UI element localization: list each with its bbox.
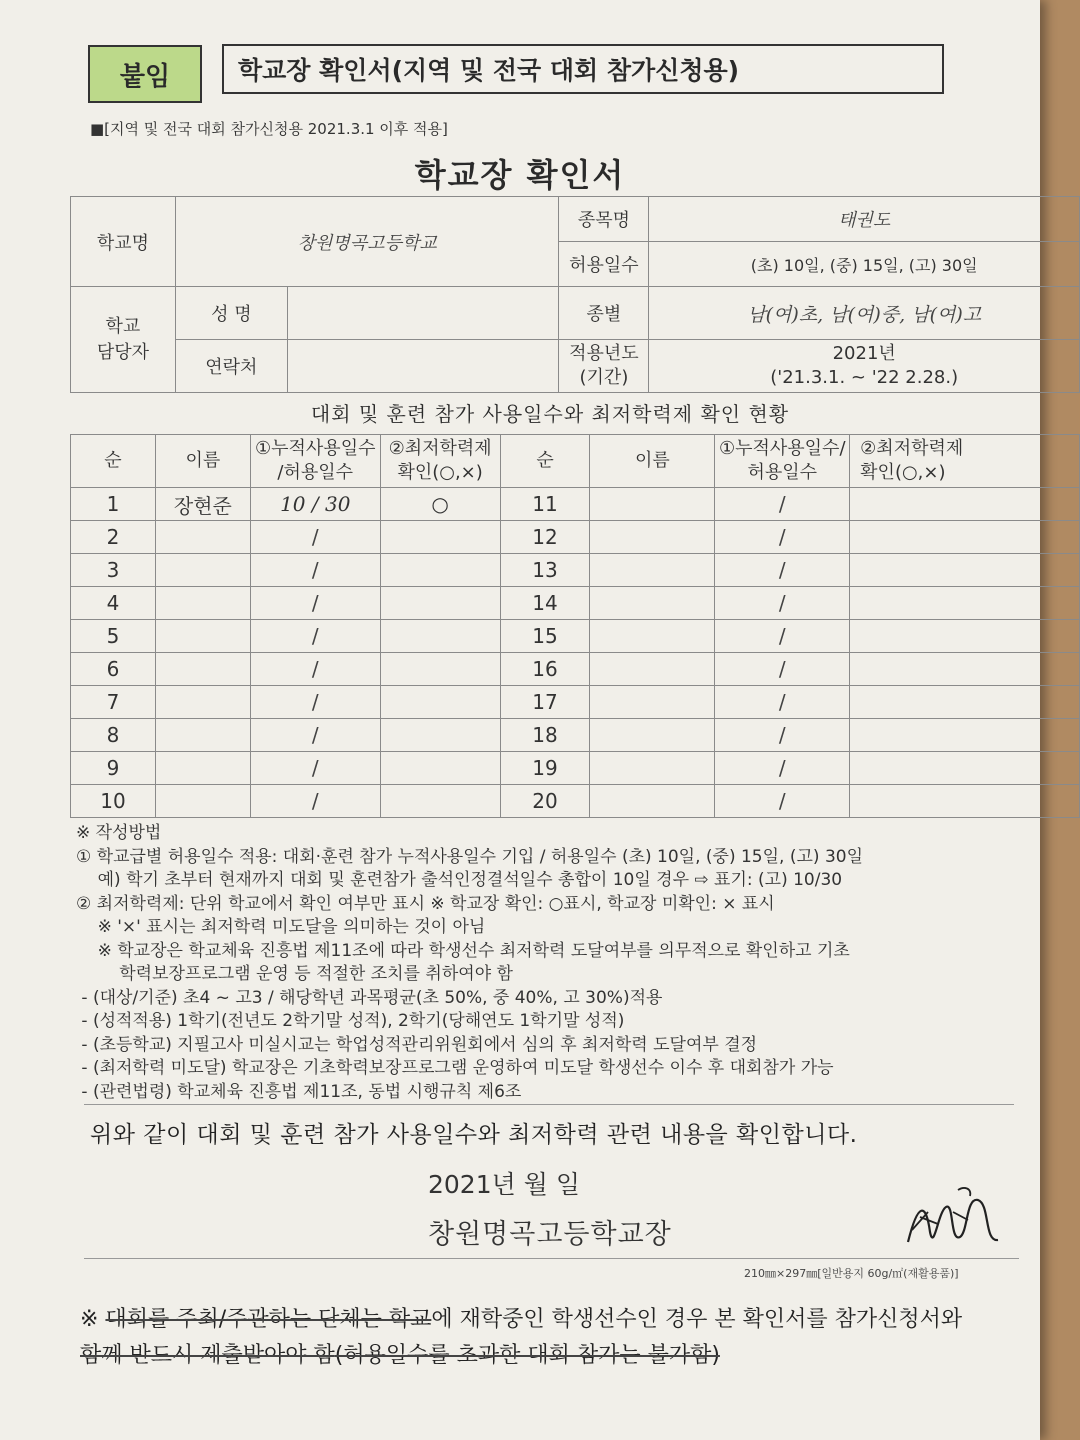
instruction-line: - (초등학교) 지필고사 미실시교는 학업성적관리위원회에서 심의 후 최저학력 도달여부 결정 <box>76 1034 758 1055</box>
min-academic-check <box>380 752 500 785</box>
section-title: 대회 및 훈련 참가 사용일수와 최저학력제 확인 현황 <box>310 402 790 426</box>
min-academic-check <box>850 785 1080 818</box>
school-name-value: 창원명곡고등학교 <box>175 197 559 287</box>
confirmation-statement: 위와 같이 대회 및 훈련 참가 사용일수와 최저학력 관련 내용을 확인합니다. <box>90 1122 858 1148</box>
instruction-line: 예) 학기 초부터 현재까지 대회 및 훈련참가 출석인정결석일수 총합이 10일 경우 ⇨ 표기: (고) 10/30 <box>76 870 843 890</box>
table-row <box>71 752 1080 785</box>
instruction-line: - (성적적용) 1학기(전년도 2학기말 성적), 2학기(당해연도 1학기말 성적) <box>76 1011 625 1031</box>
col-days-left-line1: ①누적사용일수 <box>255 438 376 459</box>
min-academic-check <box>850 488 1080 521</box>
days-used: / <box>250 554 380 587</box>
days-used: / <box>715 554 850 587</box>
days-used: / <box>715 785 850 818</box>
participant-rows <box>71 488 1080 818</box>
days-used: / <box>715 620 850 653</box>
days-used: / <box>250 752 380 785</box>
staff-label-line2: 담당자 <box>96 341 150 363</box>
row-number: 10 <box>71 785 156 818</box>
table-row <box>71 719 1080 752</box>
footer-struck-text: (허용일수를 초과한 대회 참가는 불가함) <box>334 1343 720 1368</box>
col-days-right-line2: 허용일수 <box>747 462 818 483</box>
participant-name <box>155 719 250 752</box>
min-academic-check <box>850 521 1080 554</box>
year-label <box>559 340 649 393</box>
participant-name <box>590 785 715 818</box>
school-name-label: 학교명 <box>71 197 176 287</box>
min-academic-check <box>380 785 500 818</box>
participant-name <box>155 554 250 587</box>
instruction-line: - (관련법령) 학교체육 진흥법 제11조, 동법 시행규칙 제6조 <box>76 1081 522 1102</box>
col-name-right: 이름 <box>590 435 715 488</box>
participant-name <box>155 620 250 653</box>
row-number: 12 <box>500 521 590 554</box>
instruction-line: ※ '×' 표시는 최저학력 미도달을 의미하는 것이 아님 <box>76 917 486 937</box>
min-academic-check <box>850 686 1080 719</box>
footer-line-1 <box>80 1302 962 1338</box>
staff-contact-label: 연락처 <box>175 340 287 393</box>
min-academic-check <box>380 686 500 719</box>
staff-name-label: 성 명 <box>175 287 287 340</box>
instruction-line: - (최저학력 미도달) 학교장은 기초학력보장프로그램 운영하여 미도달 학생선수 이수 후 대회참가 가능 <box>76 1058 834 1078</box>
days-used: / <box>250 587 380 620</box>
instruction-line: ② 최저학력제: 단위 학교에서 확인 여부만 표시 ※ 학교장 확인: ○표시, 학교장 미확인: × 표시 <box>76 893 775 914</box>
participant-name <box>590 620 715 653</box>
days-used: / <box>250 785 380 818</box>
footer-text: 에 재학중인 학생선수인 경우 본 확인서를 참가신청서와 <box>431 1307 963 1332</box>
table-row <box>71 785 1080 818</box>
col-min-right-line1: ②최저학력제 <box>860 438 964 459</box>
row-number: 18 <box>500 719 590 752</box>
staff-label-line1: 학교 <box>105 315 141 337</box>
staff-label <box>71 287 176 393</box>
min-academic-check: ○ <box>380 488 500 521</box>
participant-name <box>590 554 715 587</box>
table-row <box>71 686 1080 719</box>
year-value-line1: 2021년 <box>832 343 896 364</box>
table-row <box>71 521 1080 554</box>
row-number: 3 <box>71 554 156 587</box>
divider <box>84 1104 1014 1105</box>
allowed-days-value: (초) 10일, (중) 15일, (고) 30일 <box>649 242 1080 287</box>
row-number: 11 <box>500 488 590 521</box>
col-min-left-line2: 확인(○,×) <box>397 462 483 483</box>
event-value: 태권도 <box>649 197 1080 242</box>
footer-struck-text: 함께 반드시 제출받아야 함 <box>80 1343 335 1368</box>
min-academic-check <box>850 752 1080 785</box>
event-label: 종목명 <box>559 197 649 242</box>
participant-name <box>155 752 250 785</box>
col-name-left: 이름 <box>155 435 250 488</box>
row-number: 14 <box>500 587 590 620</box>
row-number: 17 <box>500 686 590 719</box>
min-academic-check <box>380 653 500 686</box>
min-academic-check <box>380 620 500 653</box>
participant-name <box>590 686 715 719</box>
table-row <box>71 587 1080 620</box>
row-number: 5 <box>71 620 156 653</box>
days-used: / <box>250 521 380 554</box>
days-used: / <box>250 719 380 752</box>
min-academic-check <box>850 653 1080 686</box>
row-number: 8 <box>71 719 156 752</box>
min-academic-check <box>850 554 1080 587</box>
days-used: / <box>250 620 380 653</box>
footer-struck-text: 대회를 주최/주관하는 단체는 학교 <box>105 1307 432 1332</box>
instructions-block <box>76 822 1016 1104</box>
instruction-line: - (대상/기준) 초4 ~ 고3 / 해당학년 과목평균(초 50%, 중 40%, 고 30%)적용 <box>76 987 663 1008</box>
col-days-right-line1: ①누적사용일수/ <box>718 438 846 459</box>
days-used: / <box>250 686 380 719</box>
row-number: 4 <box>71 587 156 620</box>
col-days-left-line2: /허용일수 <box>277 462 354 483</box>
row-number: 6 <box>71 653 156 686</box>
days-used: / <box>715 686 850 719</box>
row-number: 2 <box>71 521 156 554</box>
min-academic-check <box>380 719 500 752</box>
table-row <box>71 488 1080 521</box>
year-label-line2: (기간) <box>579 367 629 388</box>
row-number: 1 <box>71 488 156 521</box>
year-value-line2: ('21.3.1. ~ '22 2.28.) <box>770 367 959 388</box>
participant-name <box>590 653 715 686</box>
principal-title: 창원명곡고등학교장 <box>428 1219 672 1250</box>
days-used: / <box>715 488 850 521</box>
participant-name <box>590 488 715 521</box>
instruction-line: ① 학교급별 허용일수 적용: 대회·훈련 참가 누적사용일수 기입 / 허용일수 (초) 10일, (중) 15일, (고) 30일 <box>76 846 864 867</box>
days-used: / <box>715 521 850 554</box>
form-title-box: 학교장 확인서(지역 및 전국 대회 참가신청용) <box>222 44 944 94</box>
row-number: 13 <box>500 554 590 587</box>
table-row <box>71 620 1080 653</box>
col-min-right-line2: 확인(○,×) <box>860 462 946 483</box>
days-used: 10 / 30 <box>250 488 380 521</box>
min-academic-check <box>850 587 1080 620</box>
row-number: 15 <box>500 620 590 653</box>
participant-name <box>590 752 715 785</box>
participant-name <box>155 587 250 620</box>
col-days-left <box>250 435 380 488</box>
staff-contact-value <box>287 340 559 393</box>
school-info-table <box>70 196 1080 393</box>
min-academic-check <box>850 719 1080 752</box>
row-number: 19 <box>500 752 590 785</box>
col-days-right <box>715 435 850 488</box>
instruction-line: 학력보장프로그램 운영 등 적절한 조치를 취하여야 함 <box>76 964 513 984</box>
paper-spec: 210㎜×297㎜[일반용지 60g/㎡(재활용품)] <box>744 1267 959 1280</box>
min-academic-check <box>850 620 1080 653</box>
year-label-line1: 적용년도 <box>569 343 639 364</box>
days-used: / <box>715 653 850 686</box>
min-academic-check <box>380 554 500 587</box>
col-no-left: 순 <box>71 435 156 488</box>
gender-value: 남(여)초, 남(여)중, 남(여)고 <box>649 287 1080 340</box>
row-number: 20 <box>500 785 590 818</box>
participant-table <box>70 434 1080 818</box>
days-used: / <box>715 752 850 785</box>
year-value <box>649 340 1080 393</box>
days-used: / <box>250 653 380 686</box>
participant-name <box>590 719 715 752</box>
participant-name <box>155 785 250 818</box>
participant-name <box>155 521 250 554</box>
col-min-right <box>850 435 1080 488</box>
staff-name-value <box>287 287 559 340</box>
main-title: 학교장 확인서 <box>414 156 626 194</box>
date-line: 2021년 월 일 <box>428 1170 580 1199</box>
col-min-left <box>380 435 500 488</box>
row-number: 7 <box>71 686 156 719</box>
participant-name <box>155 653 250 686</box>
col-no-right: 순 <box>500 435 590 488</box>
table-row <box>71 653 1080 686</box>
instruction-line: ※ 작성방법 <box>76 823 162 843</box>
col-min-left-line1: ②최저학력제 <box>388 438 492 459</box>
footer-line-2 <box>80 1338 962 1374</box>
table-row <box>71 554 1080 587</box>
participant-header-row <box>71 435 1080 488</box>
min-academic-check <box>380 521 500 554</box>
participant-name <box>155 686 250 719</box>
divider <box>84 1258 1019 1259</box>
applicability-note: ■[지역 및 전국 대회 참가신청용 2021.3.1 이후 적용] <box>90 120 448 138</box>
participant-name <box>590 587 715 620</box>
row-number: 16 <box>500 653 590 686</box>
participant-name <box>590 521 715 554</box>
days-used: / <box>715 587 850 620</box>
days-used: / <box>715 719 850 752</box>
row-number: 9 <box>71 752 156 785</box>
footer-mark: ※ <box>80 1307 106 1332</box>
footer-note <box>80 1302 962 1374</box>
instruction-line: ※ 학교장은 학교체육 진흥법 제11조에 따라 학생선수 최저학력 도달여부를 의무적으로 확인하고 기초 <box>76 940 850 961</box>
participant-name: 장현준 <box>155 488 250 521</box>
principal-signature <box>898 1182 1008 1262</box>
allowed-days-label: 허용일수 <box>559 242 649 287</box>
attachment-badge: 붙임 <box>88 45 202 103</box>
gender-label: 종별 <box>559 287 649 340</box>
min-academic-check <box>380 587 500 620</box>
